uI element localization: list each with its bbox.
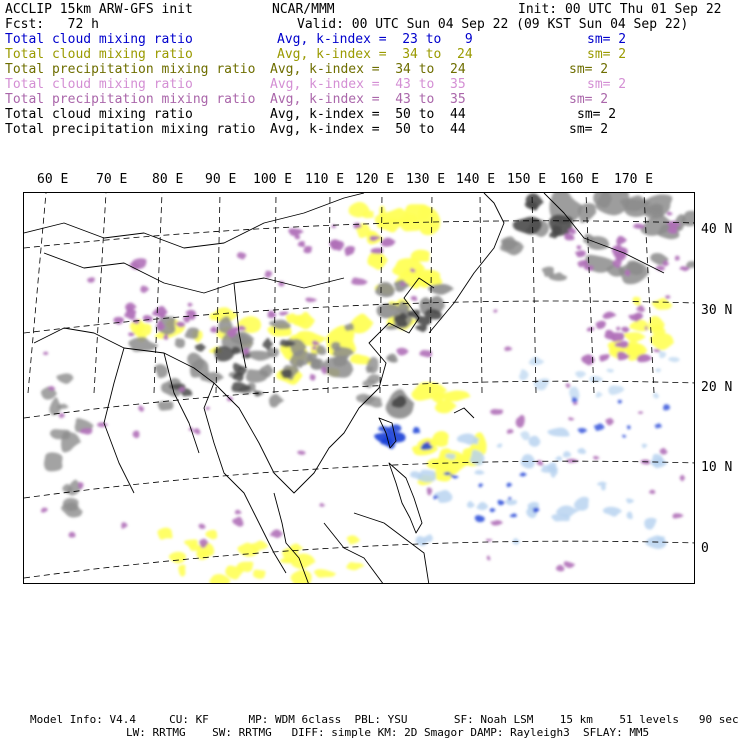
cloud-mixing-gray (187, 353, 204, 372)
meridian-line (216, 193, 220, 393)
precip-mixing-purple (564, 233, 574, 240)
legend-sm: sm= 2 (587, 47, 627, 62)
lon-label: 160 E (560, 172, 600, 187)
cloud-mixing-gray (375, 282, 395, 297)
precip-mixing-lightblue (496, 444, 502, 448)
precip-mixing-purple (232, 517, 243, 527)
precip-mixing-lightblue (653, 393, 659, 399)
cloud-mixing-gray (682, 211, 695, 227)
precip-mixing-lightblue (597, 482, 607, 486)
model-title: ACCLIP 15km ARW-GFS init (5, 2, 193, 17)
cloud-mixing-darkgray (415, 325, 427, 332)
precip-mixing-lightblue (474, 470, 484, 475)
precip-mixing-purple (427, 487, 432, 495)
precip-mixing-purple (628, 312, 642, 320)
legend-field: Total cloud mixing ratio (5, 77, 193, 92)
precip-mixing-purple (490, 409, 503, 415)
meridian-line (28, 193, 46, 393)
precip-mixing-purple (321, 367, 327, 375)
coastline (274, 493, 309, 584)
precip-mixing-purple (680, 475, 686, 482)
precip-mixing-purple (599, 354, 610, 361)
cloud-mixing-yellow (253, 570, 266, 579)
cloud-mixing-yellow (347, 535, 361, 544)
precip-mixing-purple (490, 520, 503, 525)
legend-avg: Avg, k-index = 34 to 24 (277, 47, 473, 62)
precip-mixing-lightblue (668, 357, 680, 362)
legend-avg: Avg, k-index = 43 to 35 (270, 92, 466, 107)
precip-mixing-purple (665, 295, 671, 299)
cloud-mixing-yellow (237, 316, 261, 333)
precip-mixing-purple (636, 305, 645, 312)
precip-mixing-blue (506, 483, 512, 488)
meridian-line (94, 193, 106, 393)
precip-mixing-purple (649, 490, 655, 494)
init-time: Init: 00 UTC Thu 01 Sep 22 (518, 2, 722, 17)
cloud-mixing-gray (686, 261, 695, 268)
precip-mixing-purple (298, 241, 305, 247)
legend-field: Total cloud mixing ratio (5, 107, 193, 122)
lat-label: 30 N (701, 303, 733, 318)
precip-mixing-blue (510, 513, 517, 517)
precip-mixing-lightblue (467, 501, 475, 508)
precip-mixing-purple (344, 246, 355, 256)
cloud-mixing-gray (61, 432, 81, 453)
precip-mixing-lightblue (656, 368, 661, 372)
center-label: NCAR/MMM (272, 2, 335, 17)
cloud-mixing-gray (155, 364, 168, 378)
cloud-mixing-darkgray (231, 382, 251, 392)
cloud-mixing-gray (363, 395, 382, 407)
cloud-mixing-yellow (250, 541, 268, 551)
precip-mixing-purple (128, 332, 134, 336)
cloud-mixing-yellow (633, 297, 641, 306)
precip-mixing-blue (663, 404, 670, 410)
legend-field: Total precipitation mixing ratio (5, 122, 256, 137)
precip-mixing-purple (237, 252, 247, 259)
precip-mixing-purple (143, 315, 153, 322)
legend-sm: sm= 2 (587, 32, 627, 47)
legend-avg: Avg, k-index = 50 to 44 (270, 107, 466, 122)
map-panel (23, 192, 695, 584)
precip-mixing-lightblue (476, 502, 488, 510)
precip-mixing-purple (537, 460, 543, 466)
precip-mixing-purple (596, 321, 606, 329)
precip-mixing-lightblue (627, 511, 633, 519)
cloud-mixing-yellow (367, 252, 387, 270)
cloud-mixing-gray (128, 337, 158, 352)
cloud-mixing-gray (500, 239, 524, 255)
lon-label: 140 E (456, 172, 496, 187)
precip-mixing-purple (305, 298, 317, 303)
cloud-mixing-gray (158, 401, 174, 410)
precip-mixing-lightblue (551, 514, 570, 521)
precip-mixing-lightblue (626, 498, 634, 503)
map-canvas (24, 193, 695, 584)
cloud-mixing-yellow (291, 570, 312, 584)
lon-label: 150 E (507, 172, 547, 187)
precip-mixing-purple (575, 250, 586, 257)
precip-mixing-purple (310, 374, 316, 381)
lon-label: 120 E (355, 172, 395, 187)
precip-mixing-purple (78, 482, 83, 489)
precip-mixing-blue (618, 400, 622, 404)
precip-mixing-lightblue (577, 448, 586, 454)
precip-mixing-blue (450, 475, 458, 479)
precip-mixing-purple (198, 524, 205, 529)
legend-field: Total precipitation mixing ratio (5, 62, 256, 77)
cloud-mixing-gray (344, 323, 354, 331)
precip-mixing-lightblue (505, 499, 517, 505)
cloud-mixing-gray (185, 328, 199, 339)
legend-avg: Avg, k-index = 50 to 44 (270, 122, 466, 137)
cloud-mixing-yellow (346, 562, 364, 570)
precip-mixing-purple (411, 296, 418, 301)
coastline (354, 513, 429, 584)
precip-mixing-lightblue (555, 456, 562, 461)
footer-physics-info: LW: RRTMG SW: RRTMG DIFF: simple KM: 2D Smagor DAMP: Rayleigh3 SFLAY: MM5 (126, 726, 650, 739)
lon-label: 70 E (96, 172, 128, 187)
precip-mixing-purple (43, 352, 48, 355)
precip-mixing-purple (265, 271, 273, 278)
cloud-mixing-yellow (652, 298, 673, 310)
precip-mixing-lightblue (529, 357, 545, 365)
precip-mixing-purple (653, 349, 660, 352)
precip-mixing-blue (655, 423, 662, 428)
legend-sm: sm= 2 (569, 92, 609, 107)
precip-mixing-lightblue (574, 497, 589, 511)
precip-mixing-purple (633, 224, 645, 229)
precip-mixing-blue (533, 508, 540, 513)
precip-mixing-purple (303, 246, 312, 253)
coastline (454, 408, 474, 418)
meridian-line (274, 193, 276, 393)
precip-mixing-blue (478, 483, 483, 487)
precip-mixing-purple (621, 327, 630, 333)
typhoon-rainband (413, 427, 420, 433)
precip-mixing-purple (675, 256, 680, 261)
precip-mixing-purple (319, 503, 325, 507)
precip-mixing-purple (138, 405, 144, 411)
precip-mixing-lightblue (642, 444, 648, 449)
precip-mixing-purple (660, 448, 668, 455)
precip-mixing-purple (69, 532, 76, 538)
precip-mixing-lightblue (603, 507, 622, 517)
precip-mixing-lightblue (659, 351, 666, 358)
parallel-line (24, 461, 695, 498)
forecast-hour: Fcst: 72 h (5, 17, 99, 32)
legend-avg: Avg, k-index = 23 to 9 (277, 32, 473, 47)
precip-mixing-purple (97, 422, 109, 427)
lon-label: 170 E (614, 172, 654, 187)
precip-mixing-purple (564, 561, 575, 568)
lon-label: 80 E (152, 172, 184, 187)
legend-sm: sm= 2 (569, 62, 609, 77)
lon-label: 130 E (406, 172, 446, 187)
precip-mixing-lightblue (575, 371, 586, 378)
cloud-mixing-gray (428, 284, 454, 295)
precip-mixing-lightblue (520, 431, 529, 440)
coastline (44, 253, 344, 293)
precip-mixing-purple (297, 451, 305, 455)
precip-mixing-blue (622, 435, 626, 438)
parallel-line (24, 541, 695, 578)
legend-sm: sm= 2 (577, 107, 617, 122)
precip-mixing-lightblue (417, 470, 436, 483)
cloud-mixing-yellow (178, 565, 185, 577)
coastline (24, 193, 364, 248)
precip-mixing-blue (497, 500, 505, 505)
precip-mixing-purple (556, 565, 565, 572)
cloud-mixing-yellow (157, 528, 172, 540)
cloud-mixing-gray (366, 374, 380, 383)
cloud-mixing-gray (269, 394, 284, 408)
lat-label: 10 N (701, 460, 733, 475)
precip-mixing-purple (593, 456, 600, 460)
precip-mixing-blue (490, 508, 496, 512)
lon-label: 100 E (253, 172, 293, 187)
legend-field: Total cloud mixing ratio (5, 47, 193, 62)
precip-mixing-blue (519, 472, 527, 476)
cloud-mixing-yellow (169, 552, 186, 564)
cloud-mixing-gray (56, 373, 73, 383)
cloud-mixing-gray (542, 267, 554, 277)
lon-label: 110 E (305, 172, 345, 187)
precip-mixing-purple (672, 513, 683, 518)
precip-mixing-purple (655, 266, 665, 271)
precip-mixing-purple (493, 309, 497, 312)
precip-mixing-purple (587, 327, 595, 331)
precip-mixing-lightblue (608, 385, 624, 394)
precip-mixing-purple (133, 431, 140, 439)
precip-mixing-purple (612, 332, 625, 341)
precip-mixing-purple (381, 238, 396, 247)
precip-mixing-blue (475, 515, 485, 522)
precip-mixing-purple (193, 428, 201, 434)
cloud-mixing-gray (44, 452, 63, 471)
legend-sm: sm= 2 (587, 77, 627, 92)
precip-mixing-purple (605, 418, 614, 426)
precip-mixing-purple (124, 310, 136, 320)
precip-mixing-lightblue (519, 369, 529, 380)
precip-mixing-purple (210, 326, 218, 332)
legend-field: Total precipitation mixing ratio (5, 92, 256, 107)
precip-mixing-purple (279, 312, 289, 316)
precip-mixing-purple (577, 245, 582, 249)
cloud-mixing-yellow (650, 333, 674, 350)
cloud-mixing-darkgray (513, 217, 542, 235)
lat-label: 0 (701, 541, 709, 556)
precip-mixing-purple (504, 346, 512, 351)
cloud-mixing-yellow (349, 314, 373, 334)
lat-label: 40 N (701, 222, 733, 237)
precip-mixing-blue (578, 428, 588, 433)
precip-mixing-purple (235, 510, 242, 515)
precip-mixing-purple (507, 429, 514, 434)
cloud-mixing-darkgray (195, 344, 206, 352)
precip-mixing-purple (516, 415, 525, 428)
precip-mixing-purple (87, 277, 95, 282)
precip-mixing-purple (41, 508, 48, 513)
meridian-line (154, 193, 162, 393)
precip-mixing-purple (270, 529, 283, 538)
footer-model-info: Model Info: V4.4 CU: KF MP: WDM 6class PBL: YSU SF: Noah LSM 15 km 51 levels 90 sec (30, 713, 739, 726)
legend-avg: Avg, k-index = 43 to 35 (270, 77, 466, 92)
precip-mixing-purple (121, 522, 127, 529)
cloud-mixing-yellow (205, 530, 217, 540)
precip-mixing-purple (566, 383, 571, 388)
precip-mixing-purple (638, 411, 643, 414)
precip-mixing-lightblue (644, 518, 656, 530)
legend-sm: sm= 2 (569, 122, 609, 137)
cloud-mixing-yellow (280, 558, 295, 563)
cloud-mixing-yellow (314, 569, 336, 577)
precip-mixing-lightblue (547, 428, 569, 437)
meridian-line (480, 193, 482, 393)
lon-label: 90 E (205, 172, 237, 187)
coastline (104, 348, 134, 493)
legend-avg: Avg, k-index = 34 to 24 (270, 62, 466, 77)
lat-label: 20 N (701, 380, 733, 395)
precip-mixing-purple (206, 407, 210, 410)
cloud-mixing-gray (175, 338, 185, 348)
precip-mixing-purple (288, 228, 303, 236)
precip-mixing-purple (616, 327, 620, 331)
precip-mixing-purple (667, 212, 673, 216)
precip-mixing-blue (594, 423, 605, 431)
precip-mixing-lightblue (607, 369, 614, 373)
precip-mixing-purple (487, 556, 491, 561)
precip-mixing-purple (140, 286, 149, 293)
valid-time: Valid: 00 UTC Sun 04 Sep 22 (09 KST Sun 04 Sep 22) (297, 17, 689, 32)
precip-mixing-lightblue (528, 436, 540, 447)
precip-mixing-purple (568, 417, 574, 420)
legend-field: Total cloud mixing ratio (5, 32, 193, 47)
precip-mixing-purple (58, 413, 65, 418)
precip-mixing-blue (627, 425, 631, 429)
precip-mixing-purple (603, 312, 617, 319)
precip-mixing-lightblue (563, 451, 571, 457)
precip-mixing-purple (573, 402, 578, 405)
precip-mixing-purple (616, 236, 627, 245)
precip-mixing-purple (486, 539, 492, 542)
precip-mixing-purple (396, 348, 408, 356)
precip-mixing-purple (351, 278, 368, 285)
cloud-mixing-yellow (623, 332, 645, 342)
lon-label: 60 E (37, 172, 69, 187)
precip-mixing-purple (188, 303, 194, 307)
cloud-mixing-gray (323, 357, 354, 378)
precip-mixing-lightblue (596, 392, 604, 398)
